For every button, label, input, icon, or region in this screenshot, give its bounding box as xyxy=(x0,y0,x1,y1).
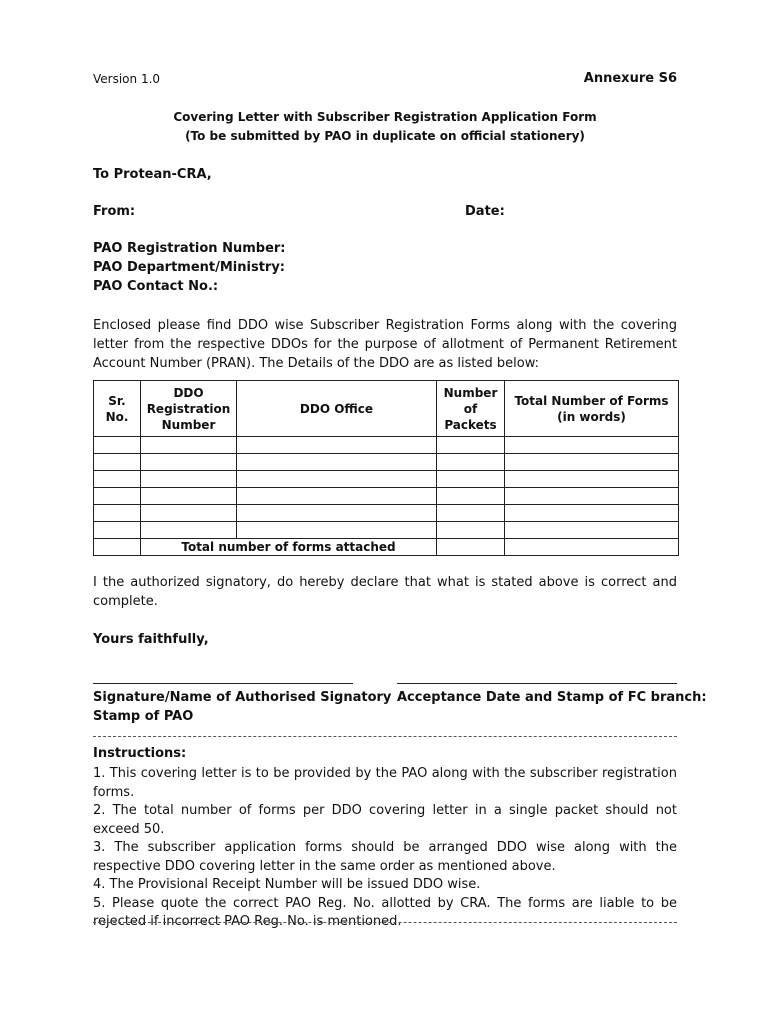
declaration-paragraph: I the authorized signatory, do hereby declare that what is stated above is correct and complete. xyxy=(93,575,677,609)
list-item: 5. Please quote the correct PAO Reg. No. allotted by CRA. The forms are liable to be rejected if incorrect PAO Reg. No. is mentioned. xyxy=(93,895,677,929)
signature-label: Signature/Name of Authorised Signatory xyxy=(93,690,392,705)
table-header-row xyxy=(94,381,679,437)
table-row xyxy=(94,488,679,505)
acceptance-line xyxy=(397,683,677,684)
pao-contact-label: PAO Contact No.: xyxy=(93,279,219,294)
table-total-row xyxy=(94,539,679,556)
table-row xyxy=(94,454,679,471)
form-subtitle: (To be submitted by PAO in duplicate on official stationery) xyxy=(185,129,585,143)
closing-line: Yours faithfully, xyxy=(93,632,209,647)
col-number-of-packets: Number of Packets xyxy=(437,381,505,437)
pao-registration-label: PAO Registration Number: xyxy=(93,241,286,256)
col-sr-no: Sr. No. xyxy=(94,381,141,437)
ddo-table xyxy=(93,380,679,556)
list-item: 1. This covering letter is to be provided by the PAO along with the subscriber registration forms. xyxy=(93,766,677,800)
col-ddo-registration: DDO Registration Number xyxy=(141,381,237,437)
form-title: Covering Letter with Subscriber Registration Application Form xyxy=(173,110,597,124)
list-item: 4. The Provisional Receipt Number will be issued DDO wise. xyxy=(93,877,481,892)
table-row xyxy=(94,471,679,488)
total-forms-label: Total number of forms attached xyxy=(141,539,437,556)
list-item: 3. The subscriber application forms should be arranged DDO wise along with the respective DDO covering letter in the same order as mentioned above. xyxy=(93,840,677,874)
divider xyxy=(93,922,677,923)
instructions-heading: Instructions: xyxy=(93,746,187,761)
annexure-label: Annexure S6 xyxy=(583,71,677,86)
col-total-forms: Total Number of Forms (in words) xyxy=(505,381,679,437)
pao-department-label: PAO Department/Ministry: xyxy=(93,260,286,275)
stamp-label: Stamp of PAO xyxy=(93,709,194,724)
from-label: From: xyxy=(93,204,136,219)
signature-line xyxy=(93,683,353,684)
table-row xyxy=(94,522,679,539)
intro-paragraph: Enclosed please find DDO wise Subscriber Registration Forms along with the covering letter from the respective DDOs for the purpose of allotment of Permanent Retirement Account Number (PRAN). The Details of the DDO are as listed below: xyxy=(93,318,677,371)
version-label: Version 1.0 xyxy=(93,72,161,86)
table-row xyxy=(94,505,679,522)
recipient-line: To Protean-CRA, xyxy=(93,167,212,182)
col-ddo-office: DDO Office xyxy=(237,381,437,437)
date-label: Date: xyxy=(465,204,505,219)
list-item: 2. The total number of forms per DDO covering letter in a single packet should not exceed 50. xyxy=(93,803,677,837)
divider xyxy=(93,736,677,737)
instructions-list xyxy=(93,765,677,932)
table-row xyxy=(94,437,679,454)
acceptance-label: Acceptance Date and Stamp of FC branch: xyxy=(397,690,707,705)
